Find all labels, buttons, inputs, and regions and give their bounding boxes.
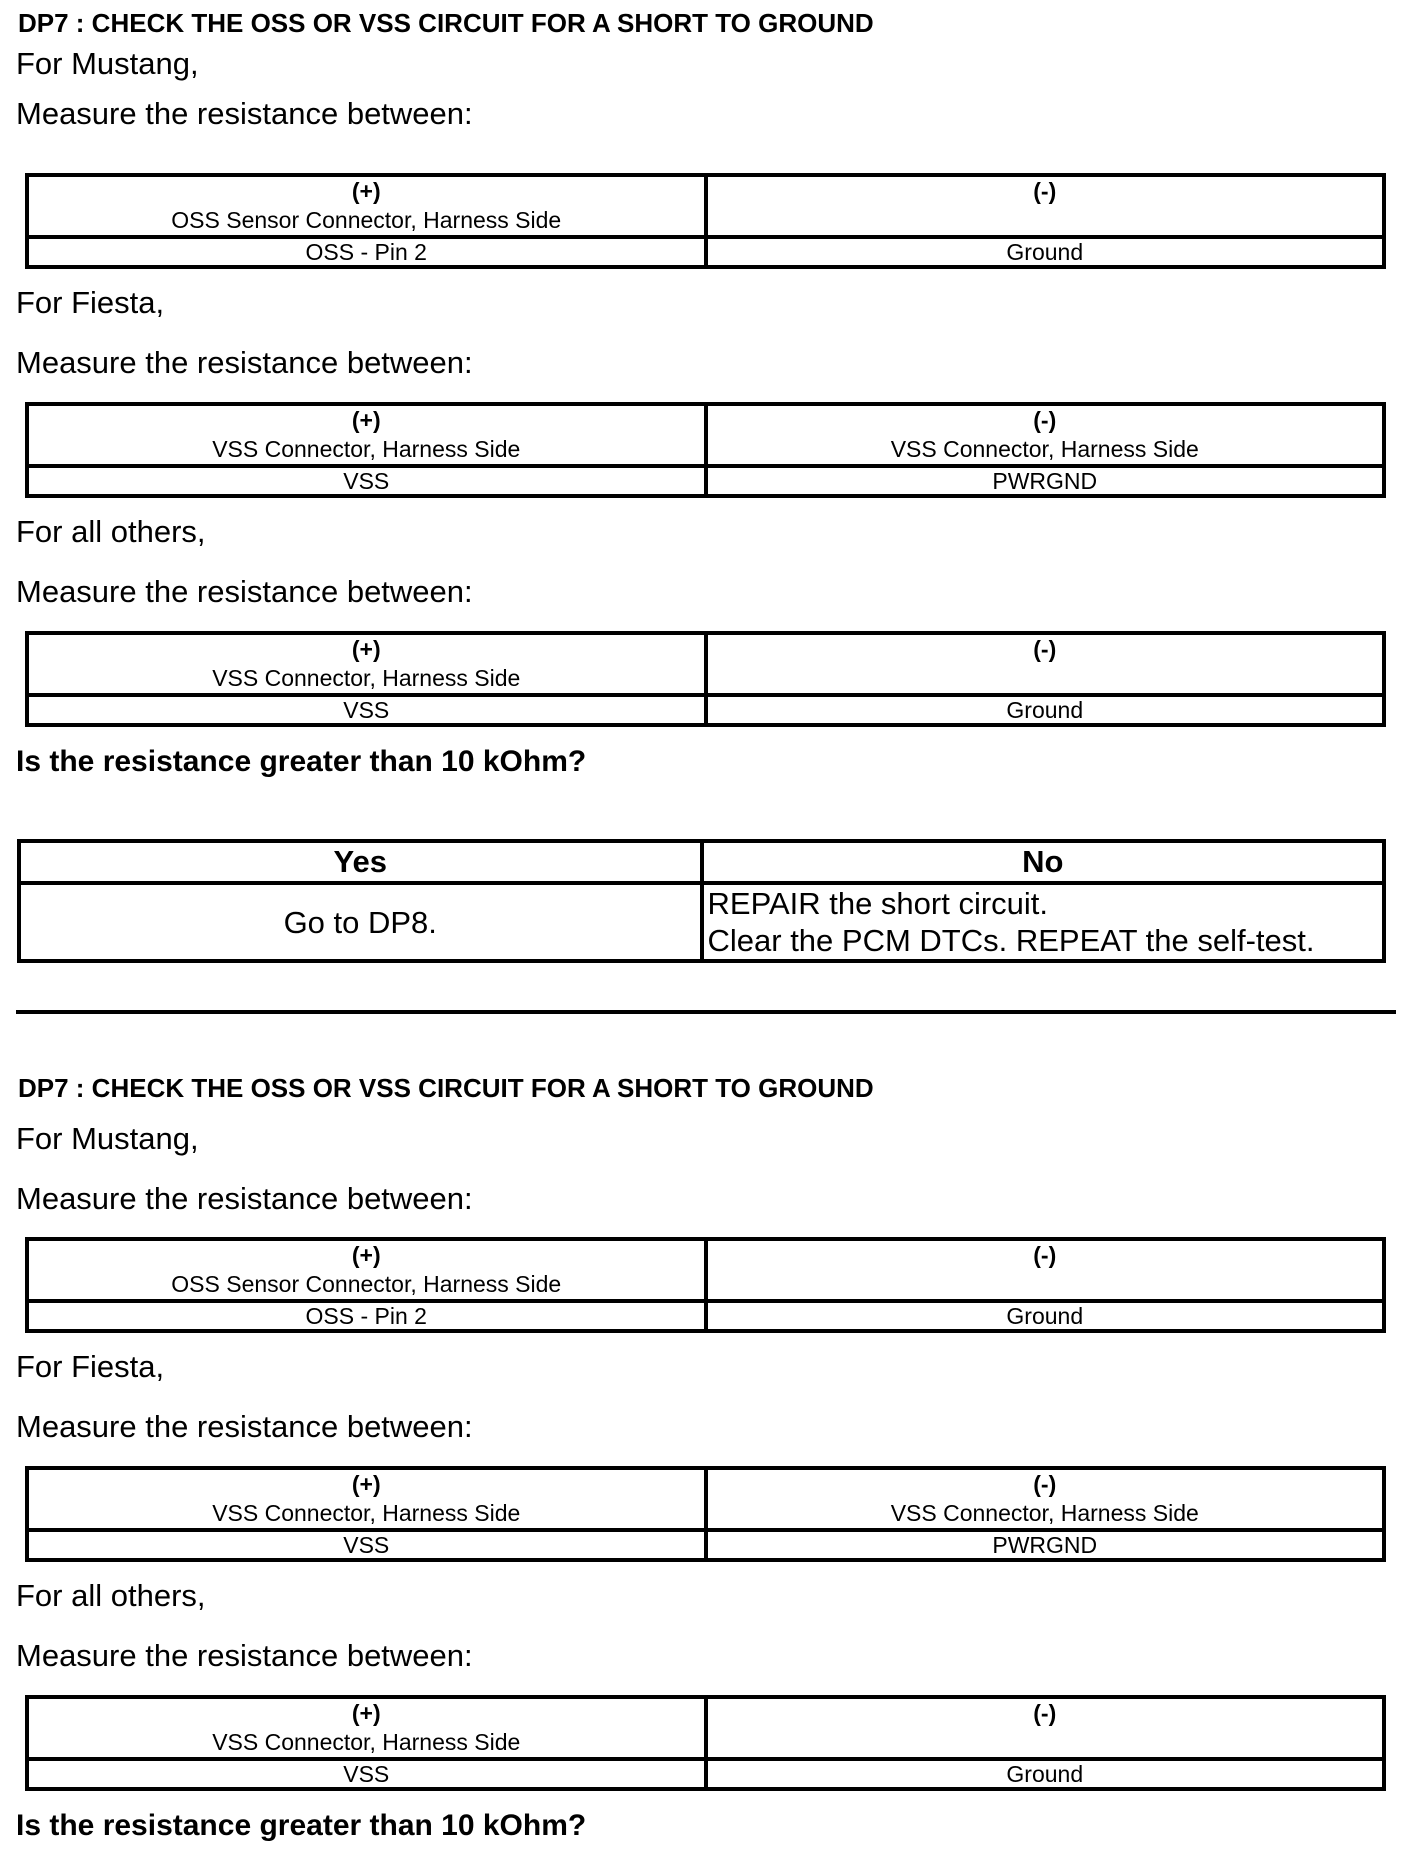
s2-mustang-vehicle: For Mustang, bbox=[16, 1121, 199, 1156]
positive-polarity: (+) bbox=[351, 407, 381, 433]
s1-others-measure-table bbox=[25, 631, 1386, 727]
s2-others-vehicle: For all others, bbox=[16, 1578, 206, 1613]
negative-connector: VSS Connector, Harness Side bbox=[890, 1500, 1199, 1526]
s1-others-instruction: Measure the resistance between: bbox=[16, 574, 473, 609]
no-action bbox=[702, 883, 1385, 961]
negative-pin: Ground bbox=[706, 1301, 1385, 1331]
s2-fiesta-measure-table bbox=[25, 1466, 1386, 1562]
positive-polarity: (+) bbox=[351, 636, 381, 662]
positive-connector: VSS Connector, Harness Side bbox=[212, 1729, 521, 1755]
positive-terminal-cell bbox=[27, 633, 706, 695]
negative-terminal-cell bbox=[706, 404, 1385, 466]
positive-pin: VSS bbox=[27, 1759, 706, 1789]
negative-polarity: (-) bbox=[1033, 636, 1057, 662]
positive-polarity: (+) bbox=[351, 1242, 381, 1268]
negative-pin: Ground bbox=[706, 695, 1385, 725]
positive-pin: VSS bbox=[27, 695, 706, 725]
positive-polarity: (+) bbox=[351, 178, 381, 204]
negative-terminal-cell bbox=[706, 633, 1385, 695]
negative-pin: Ground bbox=[706, 1759, 1385, 1789]
yes-header: Yes bbox=[19, 841, 702, 883]
positive-connector: OSS Sensor Connector, Harness Side bbox=[171, 1271, 562, 1297]
s1-mustang-instruction: Measure the resistance between: bbox=[16, 96, 473, 131]
positive-polarity: (+) bbox=[351, 1471, 381, 1497]
s2-mustang-measure-table bbox=[25, 1237, 1386, 1333]
positive-pin: VSS bbox=[27, 466, 706, 496]
negative-polarity: (-) bbox=[1033, 1700, 1057, 1726]
positive-pin: OSS - Pin 2 bbox=[27, 237, 706, 267]
negative-polarity: (-) bbox=[1033, 1242, 1057, 1268]
s2-others-measure-table bbox=[25, 1695, 1386, 1791]
negative-terminal-cell bbox=[706, 1468, 1385, 1530]
positive-pin: OSS - Pin 2 bbox=[27, 1301, 706, 1331]
section-1-heading: DP7 : CHECK THE OSS OR VSS CIRCUIT FOR A SHORT TO GROUND bbox=[18, 8, 874, 38]
s1-decision-table bbox=[17, 839, 1386, 963]
negative-pin: Ground bbox=[706, 237, 1385, 267]
s1-fiesta-instruction: Measure the resistance between: bbox=[16, 345, 473, 380]
s2-others-instruction: Measure the resistance between: bbox=[16, 1638, 473, 1673]
negative-polarity: (-) bbox=[1033, 407, 1057, 433]
s2-question: Is the resistance greater than 10 kOhm? bbox=[16, 1809, 587, 1842]
positive-terminal-cell bbox=[27, 1468, 706, 1530]
s2-fiesta-vehicle: For Fiesta, bbox=[16, 1349, 165, 1384]
negative-connector: VSS Connector, Harness Side bbox=[890, 436, 1199, 462]
s1-fiesta-vehicle: For Fiesta, bbox=[16, 285, 165, 320]
negative-pin: PWRGND bbox=[706, 1530, 1385, 1560]
negative-polarity: (-) bbox=[1033, 178, 1057, 204]
no-action-line-1: REPAIR the short circuit. bbox=[707, 886, 1049, 921]
positive-pin: VSS bbox=[27, 1530, 706, 1560]
positive-polarity: (+) bbox=[351, 1700, 381, 1726]
positive-connector: OSS Sensor Connector, Harness Side bbox=[171, 207, 562, 233]
no-action-line-2: Clear the PCM DTCs. REPEAT the self-test. bbox=[707, 923, 1315, 958]
positive-terminal-cell bbox=[27, 175, 706, 237]
positive-connector: VSS Connector, Harness Side bbox=[212, 665, 521, 691]
section-2-heading: DP7 : CHECK THE OSS OR VSS CIRCUIT FOR A SHORT TO GROUND bbox=[18, 1073, 874, 1103]
negative-pin: PWRGND bbox=[706, 466, 1385, 496]
s1-fiesta-measure-table bbox=[25, 402, 1386, 498]
s1-mustang-measure-table bbox=[25, 173, 1386, 269]
no-header: No bbox=[702, 841, 1385, 883]
s1-question: Is the resistance greater than 10 kOhm? bbox=[16, 745, 587, 778]
s2-fiesta-instruction: Measure the resistance between: bbox=[16, 1409, 473, 1444]
s2-mustang-instruction: Measure the resistance between: bbox=[16, 1181, 473, 1216]
positive-terminal-cell bbox=[27, 1697, 706, 1759]
s1-mustang-vehicle: For Mustang, bbox=[16, 46, 199, 81]
s1-others-vehicle: For all others, bbox=[16, 514, 206, 549]
section-separator bbox=[16, 1010, 1396, 1014]
negative-terminal-cell bbox=[706, 175, 1385, 237]
negative-polarity: (-) bbox=[1033, 1471, 1057, 1497]
positive-connector: VSS Connector, Harness Side bbox=[212, 436, 521, 462]
negative-terminal-cell bbox=[706, 1697, 1385, 1759]
positive-terminal-cell bbox=[27, 404, 706, 466]
positive-terminal-cell bbox=[27, 1239, 706, 1301]
positive-connector: VSS Connector, Harness Side bbox=[212, 1500, 521, 1526]
negative-terminal-cell bbox=[706, 1239, 1385, 1301]
yes-action: Go to DP8. bbox=[19, 883, 702, 961]
